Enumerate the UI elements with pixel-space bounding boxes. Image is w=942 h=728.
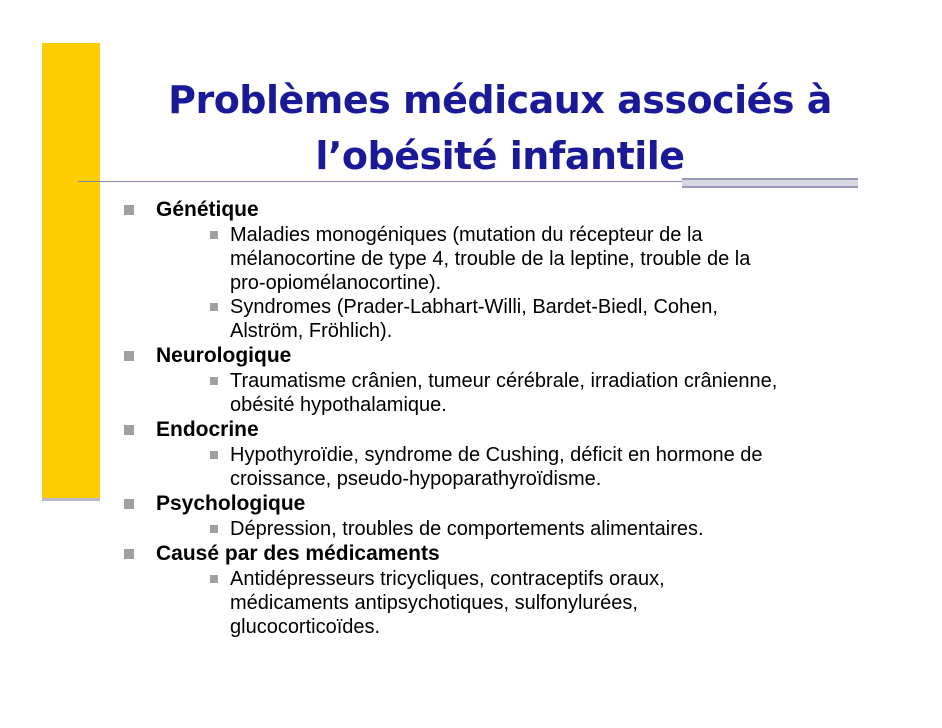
square-bullet-icon <box>124 351 134 361</box>
square-bullet-icon <box>210 575 218 583</box>
sub-item <box>108 517 908 541</box>
category-label: Neurologique <box>156 344 292 367</box>
category-item <box>108 343 908 369</box>
square-bullet-icon <box>210 303 218 311</box>
sub-item-line: médicaments antipsychotiques, sulfonylurées, <box>230 592 638 614</box>
title-divider-accent <box>682 178 858 188</box>
sub-item-line: obésité hypothalamique. <box>230 394 447 416</box>
sub-item <box>108 223 908 295</box>
sub-item-line: Traumatisme crânien, tumeur cérébrale, irradiation crânienne, <box>230 370 778 392</box>
sub-item-line: Hypothyroïdie, syndrome de Cushing, déficit en hormone de <box>230 444 763 466</box>
category-label: Causé par des médicaments <box>156 542 440 565</box>
category-item <box>108 491 908 517</box>
sub-item-line: croissance, pseudo-hypoparathyroïdisme. <box>230 468 602 490</box>
sub-item <box>108 443 908 491</box>
category-item <box>108 541 908 567</box>
category-label: Psychologique <box>156 492 306 515</box>
bullet-list <box>108 197 908 639</box>
sub-item <box>108 369 908 417</box>
category-label: Endocrine <box>156 418 259 441</box>
square-bullet-icon <box>210 525 218 533</box>
sub-item-line: glucocorticoïdes. <box>230 616 381 638</box>
accent-bar <box>42 43 100 498</box>
sub-item-line: mélanocortine de type 4, trouble de la leptine, trouble de la <box>230 248 751 270</box>
accent-bar-shadow <box>42 498 100 501</box>
sub-item-line: Maladies monogéniques (mutation du récepteur de la <box>230 224 703 246</box>
category-label: Génétique <box>156 198 259 221</box>
sub-item-line: pro-opiomélanocortine). <box>230 272 442 294</box>
slide-title <box>130 72 870 184</box>
sub-item-line: Dépression, troubles de comportements alimentaires. <box>230 518 704 540</box>
square-bullet-icon <box>210 377 218 385</box>
sub-item <box>108 295 908 343</box>
square-bullet-icon <box>124 499 134 509</box>
square-bullet-icon <box>124 205 134 215</box>
sub-item-line: Antidépresseurs tricycliques, contraceptifs oraux, <box>230 568 665 590</box>
square-bullet-icon <box>210 451 218 459</box>
category-item <box>108 417 908 443</box>
sub-item-line: Alström, Fröhlich). <box>230 320 393 342</box>
title-line-2: l’obésité infantile <box>315 134 685 178</box>
sub-item-line: Syndromes (Prader-Labhart-Willi, Bardet-Biedl, Cohen, <box>230 296 718 318</box>
title-line-1: Problèmes médicaux associés à <box>168 78 832 122</box>
category-item <box>108 197 908 223</box>
square-bullet-icon <box>124 549 134 559</box>
square-bullet-icon <box>124 425 134 435</box>
square-bullet-icon <box>210 231 218 239</box>
sub-item <box>108 567 908 639</box>
